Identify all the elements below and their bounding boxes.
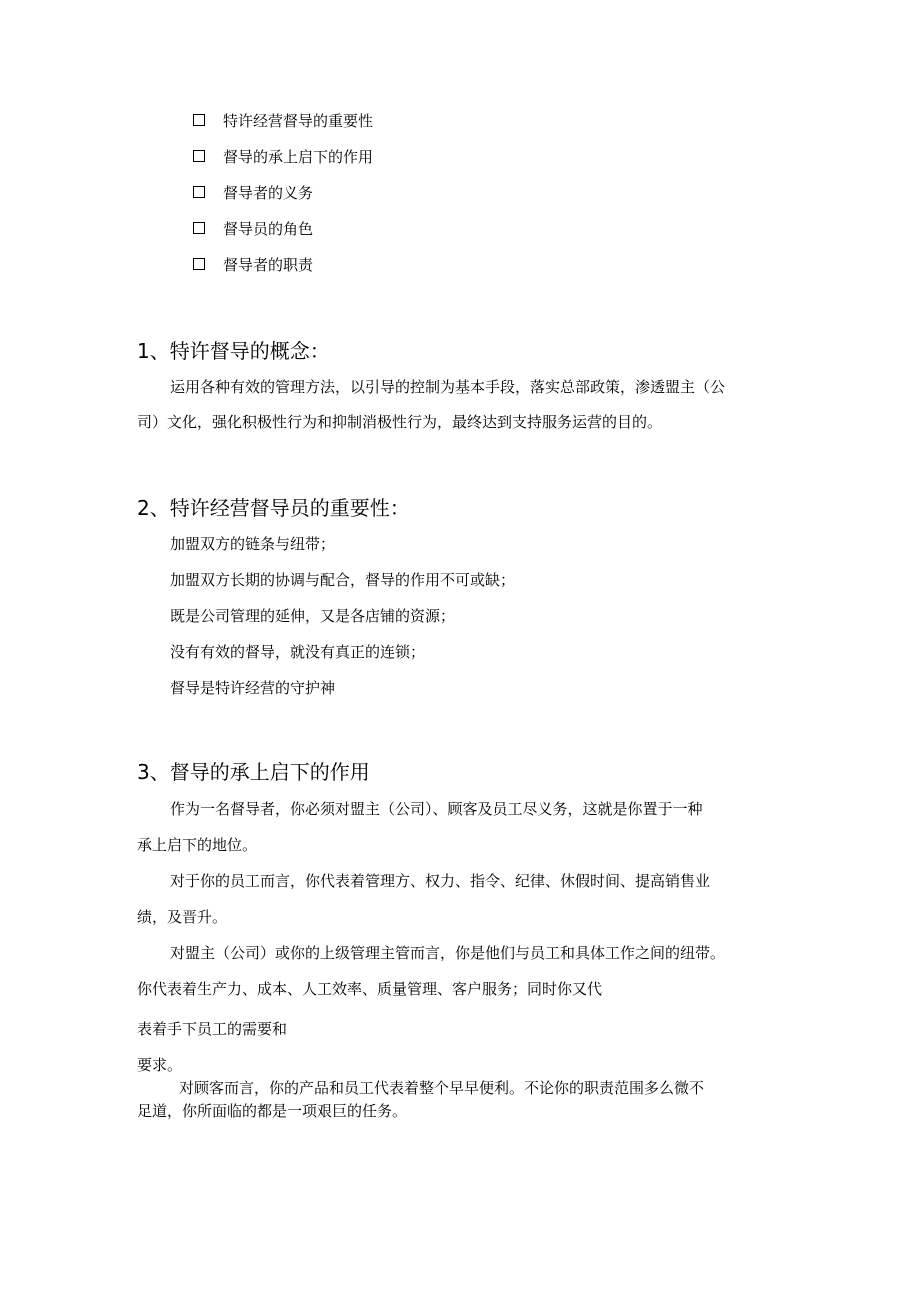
toc-item-label: 督导员的角色: [223, 220, 314, 238]
paragraph-line: 对顾客而言，你的产品和员工代表着整个早早便利。不论你的职责范围多么微不: [179, 1079, 705, 1097]
toc-item-label: 督导的承上启下的作用: [223, 148, 374, 166]
paragraph-line: 加盟双方的链条与纽带；: [170, 535, 336, 553]
checkbox-icon: [193, 150, 205, 162]
paragraph-line: 对盟主（公司）或你的上级管理主管而言，你是他们与员工和具体工作之间的纽带。: [170, 944, 726, 962]
toc-item: [193, 146, 373, 168]
paragraph-line: 作为一名督导者，你必须对盟主（公司）、顾客及员工尽义务，这就是你置于一种: [170, 800, 703, 818]
paragraph-line: 督导是特许经营的守护神: [170, 679, 336, 697]
toc-item-label: 督导者的职责: [223, 256, 314, 274]
paragraph-line: 你代表着生产力、成本、人工效率、质量管理、客户服务；同时你又代: [137, 980, 603, 998]
section-heading: 3、督导的承上启下的作用: [137, 760, 370, 784]
paragraph-line: 足道，你所面临的都是一项艰巨的任务。: [137, 1102, 408, 1120]
paragraph-line: 加盟双方长期的协调与配合，督导的作用不可或缺；: [170, 571, 516, 589]
paragraph-line: 承上启下的地位。: [137, 836, 258, 854]
paragraph-line: 要求。: [137, 1056, 183, 1074]
paragraph-line: 既是公司管理的延伸，又是各店铺的资源；: [170, 607, 456, 625]
checkbox-icon: [193, 114, 205, 126]
paragraph-line: 对于你的员工而言，你代表着管理方、权力、指令、纪律、休假时间、提高销售业: [170, 872, 711, 890]
toc-item-label: 督导者的义务: [223, 184, 314, 202]
paragraph-line: 绩，及晋升。: [137, 908, 228, 926]
section-heading: 2、特许经营督导员的重要性：: [137, 496, 410, 520]
paragraph-line: 表着手下员工的需要和: [137, 1020, 288, 1038]
paragraph-line: 没有有效的督导，就没有真正的连锁；: [170, 643, 426, 661]
toc-item: [193, 218, 313, 240]
checkbox-icon: [193, 222, 205, 234]
section-heading: 1、特许督导的概念：: [137, 339, 330, 363]
toc-item: [193, 254, 313, 276]
paragraph-line: 运用各种有效的管理方法，以引导的控制为基本手段，落实总部政策，渗透盟主（公: [170, 378, 726, 396]
checkbox-icon: [193, 186, 205, 198]
toc-item-label: 特许经营督导的重要性: [223, 112, 374, 130]
checkbox-icon: [193, 258, 205, 270]
paragraph-line: 司）文化，强化积极性行为和抑制消极性行为，最终达到支持服务运营的目的。: [137, 413, 663, 431]
toc-item: [193, 182, 313, 204]
toc-item: [193, 110, 373, 132]
